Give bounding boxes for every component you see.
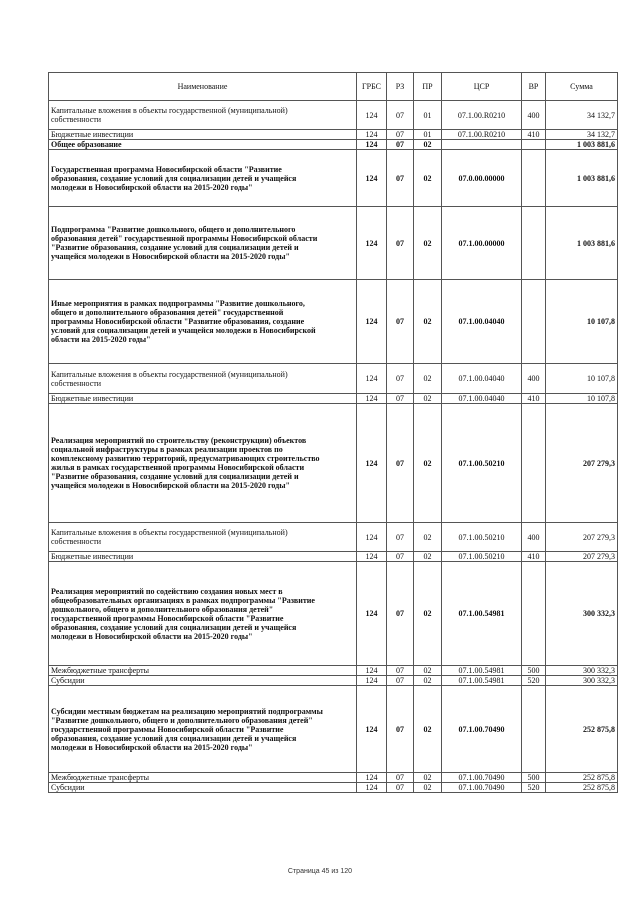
cell-pr: 02 [414,552,442,562]
table-row [49,666,618,676]
cell-grbs: 124 [357,523,387,552]
cell-pr: 02 [414,783,442,793]
cell-sum: 34 132,7 [546,130,618,140]
cell-csr: 07.1.00.00000 [442,207,522,280]
cell-pr: 01 [414,101,442,130]
cell-name: Бюджетные инвестиции [49,394,357,404]
cell-name: Межбюджетные трансферты [49,773,357,783]
cell-sum: 300 332,3 [546,562,618,666]
cell-rz: 07 [387,150,414,207]
cell-name: Общее образование [49,140,357,150]
cell-csr: 07.1.00.54981 [442,676,522,686]
cell-grbs: 124 [357,783,387,793]
cell-sum: 10 107,8 [546,280,618,364]
cell-sum: 252 875,8 [546,783,618,793]
cell-csr: 07.1.00.04040 [442,280,522,364]
cell-csr [442,140,522,150]
cell-name: Субсидии местным бюджетам на реализацию мероприятий подпрограммы "Развитие дошкольного, общего и дополнительного образования детей" государственной программы Новосибирской области "Развитие образования, создание условий для социализации детей и учащейся молодежи в Новосибирской области на 2015-2020 годы" [49,686,357,773]
cell-vr: 400 [522,364,546,394]
cell-vr: 410 [522,130,546,140]
cell-sum: 1 003 881,6 [546,150,618,207]
cell-rz: 07 [387,207,414,280]
cell-name: Субсидии [49,783,357,793]
cell-grbs: 124 [357,686,387,773]
table-row [49,686,618,773]
cell-rz: 07 [387,130,414,140]
cell-pr: 02 [414,562,442,666]
cell-grbs: 124 [357,562,387,666]
table-header-row [49,73,618,101]
cell-rz: 07 [387,783,414,793]
table-row [49,140,618,150]
cell-vr: 400 [522,523,546,552]
table-row [49,130,618,140]
cell-sum: 300 332,3 [546,666,618,676]
cell-pr: 01 [414,130,442,140]
cell-csr: 07.1.00.54981 [442,666,522,676]
cell-grbs: 124 [357,773,387,783]
header-csr: ЦСР [442,73,522,101]
cell-pr: 02 [414,773,442,783]
cell-csr: 07.1.00.50210 [442,552,522,562]
cell-name: Подпрограмма "Развитие дошкольного, общего и дополнительного образования детей" государственной программы Новосибирской области "Развитие образования, создание условий для социализации детей и учащейся молодежи в Новосибирской области на 2015-2020 годы" [49,207,357,280]
cell-grbs: 124 [357,394,387,404]
cell-pr: 02 [414,676,442,686]
cell-rz: 07 [387,552,414,562]
cell-csr: 07.1.00.04040 [442,364,522,394]
cell-vr [522,562,546,666]
cell-sum: 300 332,3 [546,676,618,686]
cell-vr: 400 [522,101,546,130]
table-row [49,207,618,280]
budget-table [48,72,618,793]
cell-sum: 34 132,7 [546,101,618,130]
table-body [49,101,618,793]
header-pr: ПР [414,73,442,101]
cell-rz: 07 [387,562,414,666]
cell-pr: 02 [414,404,442,523]
header-vr: ВР [522,73,546,101]
table-row [49,280,618,364]
cell-grbs: 124 [357,140,387,150]
cell-grbs: 124 [357,207,387,280]
cell-sum: 10 107,8 [546,364,618,394]
table-row [49,552,618,562]
cell-vr: 520 [522,783,546,793]
cell-csr: 07.1.00.70490 [442,783,522,793]
cell-sum: 252 875,8 [546,773,618,783]
cell-vr [522,686,546,773]
cell-sum: 207 279,3 [546,552,618,562]
cell-pr: 02 [414,140,442,150]
cell-name: Капитальные вложения в объекты государственной (муниципальной) собственности [49,364,357,394]
cell-grbs: 124 [357,130,387,140]
cell-sum: 10 107,8 [546,394,618,404]
cell-grbs: 124 [357,101,387,130]
cell-csr: 07.0.00.00000 [442,150,522,207]
cell-rz: 07 [387,676,414,686]
cell-vr [522,404,546,523]
header-rz: РЗ [387,73,414,101]
cell-sum: 1 003 881,6 [546,207,618,280]
cell-rz: 07 [387,666,414,676]
cell-csr: 07.1.00.70490 [442,686,522,773]
cell-pr: 02 [414,523,442,552]
cell-vr: 500 [522,773,546,783]
cell-grbs: 124 [357,150,387,207]
cell-sum: 252 875,8 [546,686,618,773]
table-row [49,101,618,130]
cell-sum: 207 279,3 [546,404,618,523]
cell-csr: 07.1.00.50210 [442,404,522,523]
cell-vr [522,150,546,207]
table-row [49,364,618,394]
cell-name: Иные мероприятия в рамках подпрограммы "Развитие дошкольного, общего и дополнительного образования детей" государственной программы Новосибирской области "Развитие образования, создание условий для социализации детей и учащейся молодежи в Новосибирской области на 2015-2020 годы" [49,280,357,364]
header-grbs: ГРБС [357,73,387,101]
cell-pr: 02 [414,207,442,280]
cell-name: Капитальные вложения в объекты государственной (муниципальной) собственности [49,523,357,552]
cell-vr: 500 [522,666,546,676]
cell-sum: 1 003 881,6 [546,140,618,150]
table-row [49,783,618,793]
cell-pr: 02 [414,666,442,676]
cell-vr: 410 [522,394,546,404]
cell-csr: 07.1.00.50210 [442,523,522,552]
cell-pr: 02 [414,686,442,773]
cell-name: Реализация мероприятий по содействию создания новых мест в общеобразовательных организациях в рамках подпрограммы "Развитие дошкольного, общего и дополнительного образования детей" государственной программы Новосибирской области "Развитие образования, создание условий для социализации детей и учащейся молодежи в Новосибирской области на 2015-2020 годы" [49,562,357,666]
cell-rz: 07 [387,523,414,552]
cell-csr: 07.1.00.70490 [442,773,522,783]
cell-name: Бюджетные инвестиции [49,130,357,140]
cell-pr: 02 [414,364,442,394]
cell-name: Межбюджетные трансферты [49,666,357,676]
header-sum: Сумма [546,73,618,101]
table-row [49,773,618,783]
cell-rz: 07 [387,773,414,783]
cell-pr: 02 [414,150,442,207]
cell-name: Капитальные вложения в объекты государственной (муниципальной) собственности [49,101,357,130]
table-row [49,404,618,523]
table-row [49,523,618,552]
header-name: Наименование [49,73,357,101]
cell-vr [522,280,546,364]
cell-rz: 07 [387,404,414,523]
cell-vr [522,207,546,280]
cell-csr: 07.1.00.R0210 [442,130,522,140]
cell-grbs: 124 [357,676,387,686]
cell-grbs: 124 [357,666,387,676]
table-row [49,394,618,404]
cell-pr: 02 [414,394,442,404]
cell-name: Бюджетные инвестиции [49,552,357,562]
cell-vr [522,140,546,150]
table-row [49,676,618,686]
cell-sum: 207 279,3 [546,523,618,552]
cell-csr: 07.1.00.04040 [442,394,522,404]
cell-vr: 520 [522,676,546,686]
cell-vr: 410 [522,552,546,562]
cell-rz: 07 [387,686,414,773]
cell-rz: 07 [387,101,414,130]
cell-grbs: 124 [357,280,387,364]
cell-grbs: 124 [357,552,387,562]
cell-pr: 02 [414,280,442,364]
cell-grbs: 124 [357,364,387,394]
cell-rz: 07 [387,394,414,404]
table-row [49,150,618,207]
cell-grbs: 124 [357,404,387,523]
cell-csr: 07.1.00.54981 [442,562,522,666]
cell-name: Государственная программа Новосибирской области "Развитие образования, создание условий для социализации детей и учащейся молодежи в Новосибирской области на 2015-2020 годы" [49,150,357,207]
cell-rz: 07 [387,140,414,150]
cell-rz: 07 [387,280,414,364]
cell-name: Субсидии [49,676,357,686]
cell-rz: 07 [387,364,414,394]
page-number: Страница 45 из 120 [287,868,353,875]
table-row [49,562,618,666]
cell-name: Реализация мероприятий по строительству (реконструкции) объектов социальной инфраструктуры в рамках реализации проектов по комплексному развитию территорий, предусматривающих строительство жилья в рамках государственной программы Новосибирской области "Развитие образования, создание условий для социализации детей и учащейся молодежи в Новосибирской области на 2015-2020 годы" [49,404,357,523]
cell-csr: 07.1.00.R0210 [442,101,522,130]
